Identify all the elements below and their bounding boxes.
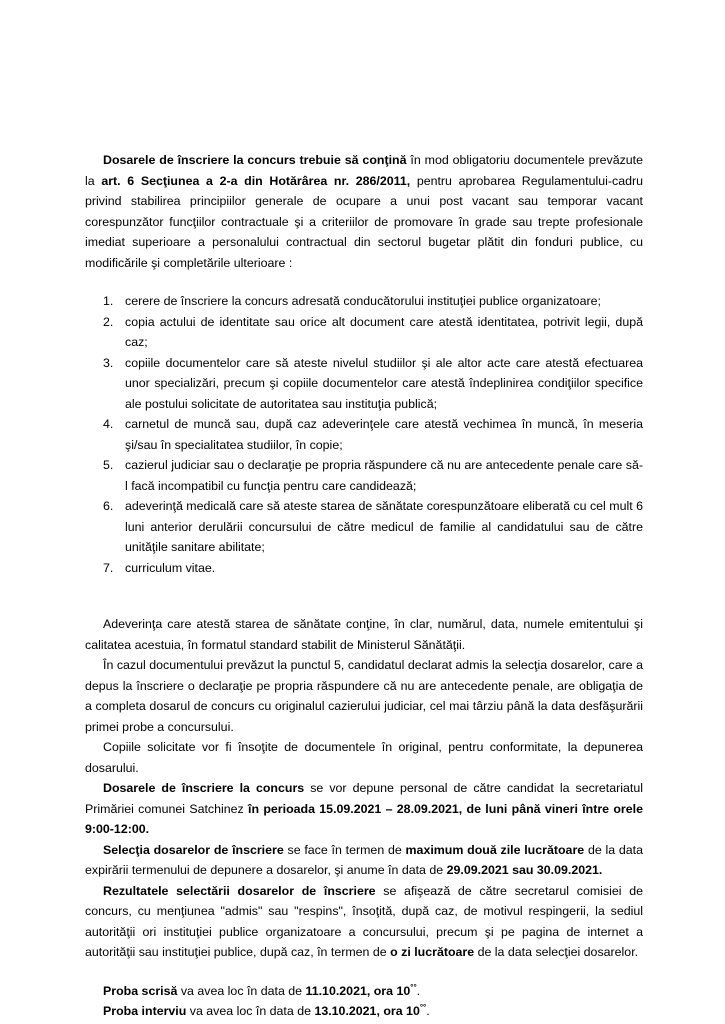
list-item-text: cazierul judiciar sau o declaraţie pe propria răspundere că nu are antecedente penale care să-l facă incompatibil cu funcţia pentru care candidează;	[125, 458, 643, 493]
list-item-number: 3.	[103, 355, 114, 370]
list-item	[85, 414, 643, 455]
list-item-number: 1.	[103, 294, 114, 308]
list-item-number: 7.	[103, 560, 114, 575]
spacer	[85, 963, 643, 981]
interview-minutes: °°	[419, 1002, 427, 1012]
list-item	[85, 353, 643, 415]
selection-lead: Selecţia dosarelor de înscriere	[103, 842, 284, 857]
submission-lead: Dosarele de înscriere la concurs	[103, 781, 305, 795]
list-item	[85, 558, 643, 579]
list-item-text: adeverinţă medicală care să ateste starea de sănătate corespunzătoare eliberată cu cel mult 6 luni anterior derulării concursului de către medicul de familie al candidatului sau de către unităţile sanitare abilitate;	[125, 499, 643, 554]
list-item	[85, 455, 643, 496]
point5-note: În cazul documentului prevăzut la punctul 5, candidatul declarat admis la selecţia dosarelor, care a depus la înscriere o declaraţie pe propria răspundere că nu are antecedente penale, are obligaţia de a completa dosarul de concurs cu originalul cazierului judiciar, cel mai târziu până la data desfăşurării primei probe a concursului.	[85, 658, 643, 734]
interview-label: Proba interviu	[103, 1004, 187, 1018]
intro-tail: pentru aprobarea Regulamentului-cadru privind stabilirea principiilor generale de ocupare a unui post vacant sau temporar vacant corespunzător funcţiilor contractuale şi a criteriilor de promovare în grade sau trepte profesionale imediat superioare a personalului contractual din sectorul bugetar plătit din fonduri publice, cu modificările şi completările ulterioare :	[85, 173, 643, 270]
results-lead: Rezultatele selectării dosarelor de înscriere	[103, 883, 376, 898]
selection-dates: 29.09.2021 sau 30.09.2021.	[446, 863, 603, 877]
selection-text-2: de la data expirării termenului de depunere a dosarelor, şi anume în data de	[85, 842, 644, 877]
intro-lead-text: în mod obligatoriu documentele prevăzute la	[85, 153, 643, 188]
list-item-number: 5.	[103, 458, 114, 472]
submission-text: se vor depune personal de către candidat la secretariatul Primăriei comunei Satchinez	[85, 781, 644, 816]
list-item	[85, 312, 643, 353]
written-exam-text: va avea loc în data de	[177, 983, 306, 998]
selection-paragraph	[85, 840, 643, 881]
written-exam-line	[85, 981, 643, 1002]
selection-text: se face în termen de	[283, 842, 406, 857]
intro-paragraph	[85, 150, 643, 273]
document-page	[85, 150, 643, 1022]
spacer	[85, 596, 643, 614]
list-item	[85, 291, 643, 312]
list-item-number: 4.	[103, 417, 114, 431]
list-item-text: copiile documentelor care să ateste nivelul studiilor şi ale altor acte care atestă efectuarea unor specializări, precum şi copiile documentelor care atestă îndeplinirea condiţiilor specifice ale postului solicitate de autoritatea sau instituţia publică;	[125, 355, 643, 411]
written-exam-label: Proba scrisă	[103, 983, 178, 998]
results-text: se afişează de către secretarul comisiei de concurs, cu menţiunea "admis" sau "respins", însoţită, după caz, de motivul respingerii, la sediul autorităţii ori instituţiei publice organizatoare a concursului, precum şi pe pagina de internet a autorităţii sau instituţiei publice, după caz, în termen de	[85, 883, 643, 959]
submission-period: în perioada 15.09.2021 – 28.09.2021, de luni până vineri între orele 9:00-12:00.	[85, 801, 643, 836]
list-item-number: 6.	[103, 499, 114, 513]
results-term: o zi lucrătoare	[390, 945, 475, 959]
copies-note: Copiile solicitate vor fi însoţite de documentele în original, pentru conformitate, la depunerea dosarului.	[85, 740, 643, 775]
list-item	[85, 496, 643, 558]
interview-line	[85, 1001, 643, 1022]
results-paragraph	[85, 881, 643, 963]
list-item-text: cerere de înscriere la concurs adresată conducătorului instituţiei publice organizatoare;	[125, 294, 601, 308]
results-text-2: de la data selecţiei dosarelor.	[474, 945, 639, 959]
written-exam-end: .	[416, 983, 421, 998]
list-item-text: copia actului de identitate sau orice alt document care atestă identitatea, potrivit legii, după caz;	[125, 314, 643, 349]
interview-date: 13.10.2021, ora 10	[314, 1004, 420, 1018]
interview-text: va avea loc în data de	[186, 1004, 315, 1018]
legal-reference: art. 6 Secţiunea a 2-a din Hotărârea nr. 286/2011,	[101, 173, 411, 188]
medical-note: Adeverinţa care atestă starea de sănătate conţine, în clar, numărul, data, numele emitentului şi calitatea acestuia, în formatul standard stabilit de Ministerul Sănătăţii.	[85, 617, 643, 652]
selection-term: maximum două zile lucrătoare	[405, 842, 585, 857]
intro-lead: Dosarele de înscriere la concurs trebuie să conţină	[103, 153, 407, 167]
written-exam-date: 11.10.2021, ora 10	[305, 983, 411, 998]
written-exam-minutes: °°	[410, 982, 417, 992]
required-documents-list	[85, 291, 643, 578]
list-item-text: curriculum vitae.	[125, 560, 216, 575]
list-item-number: 2.	[103, 314, 114, 329]
interview-end: .	[426, 1004, 430, 1018]
list-item-text: carnetul de muncă sau, după caz adeverinţele care atestă vechimea în muncă, în meseria şi/sau în specialitatea studiilor, în copie;	[125, 417, 643, 452]
submission-paragraph	[85, 778, 643, 840]
